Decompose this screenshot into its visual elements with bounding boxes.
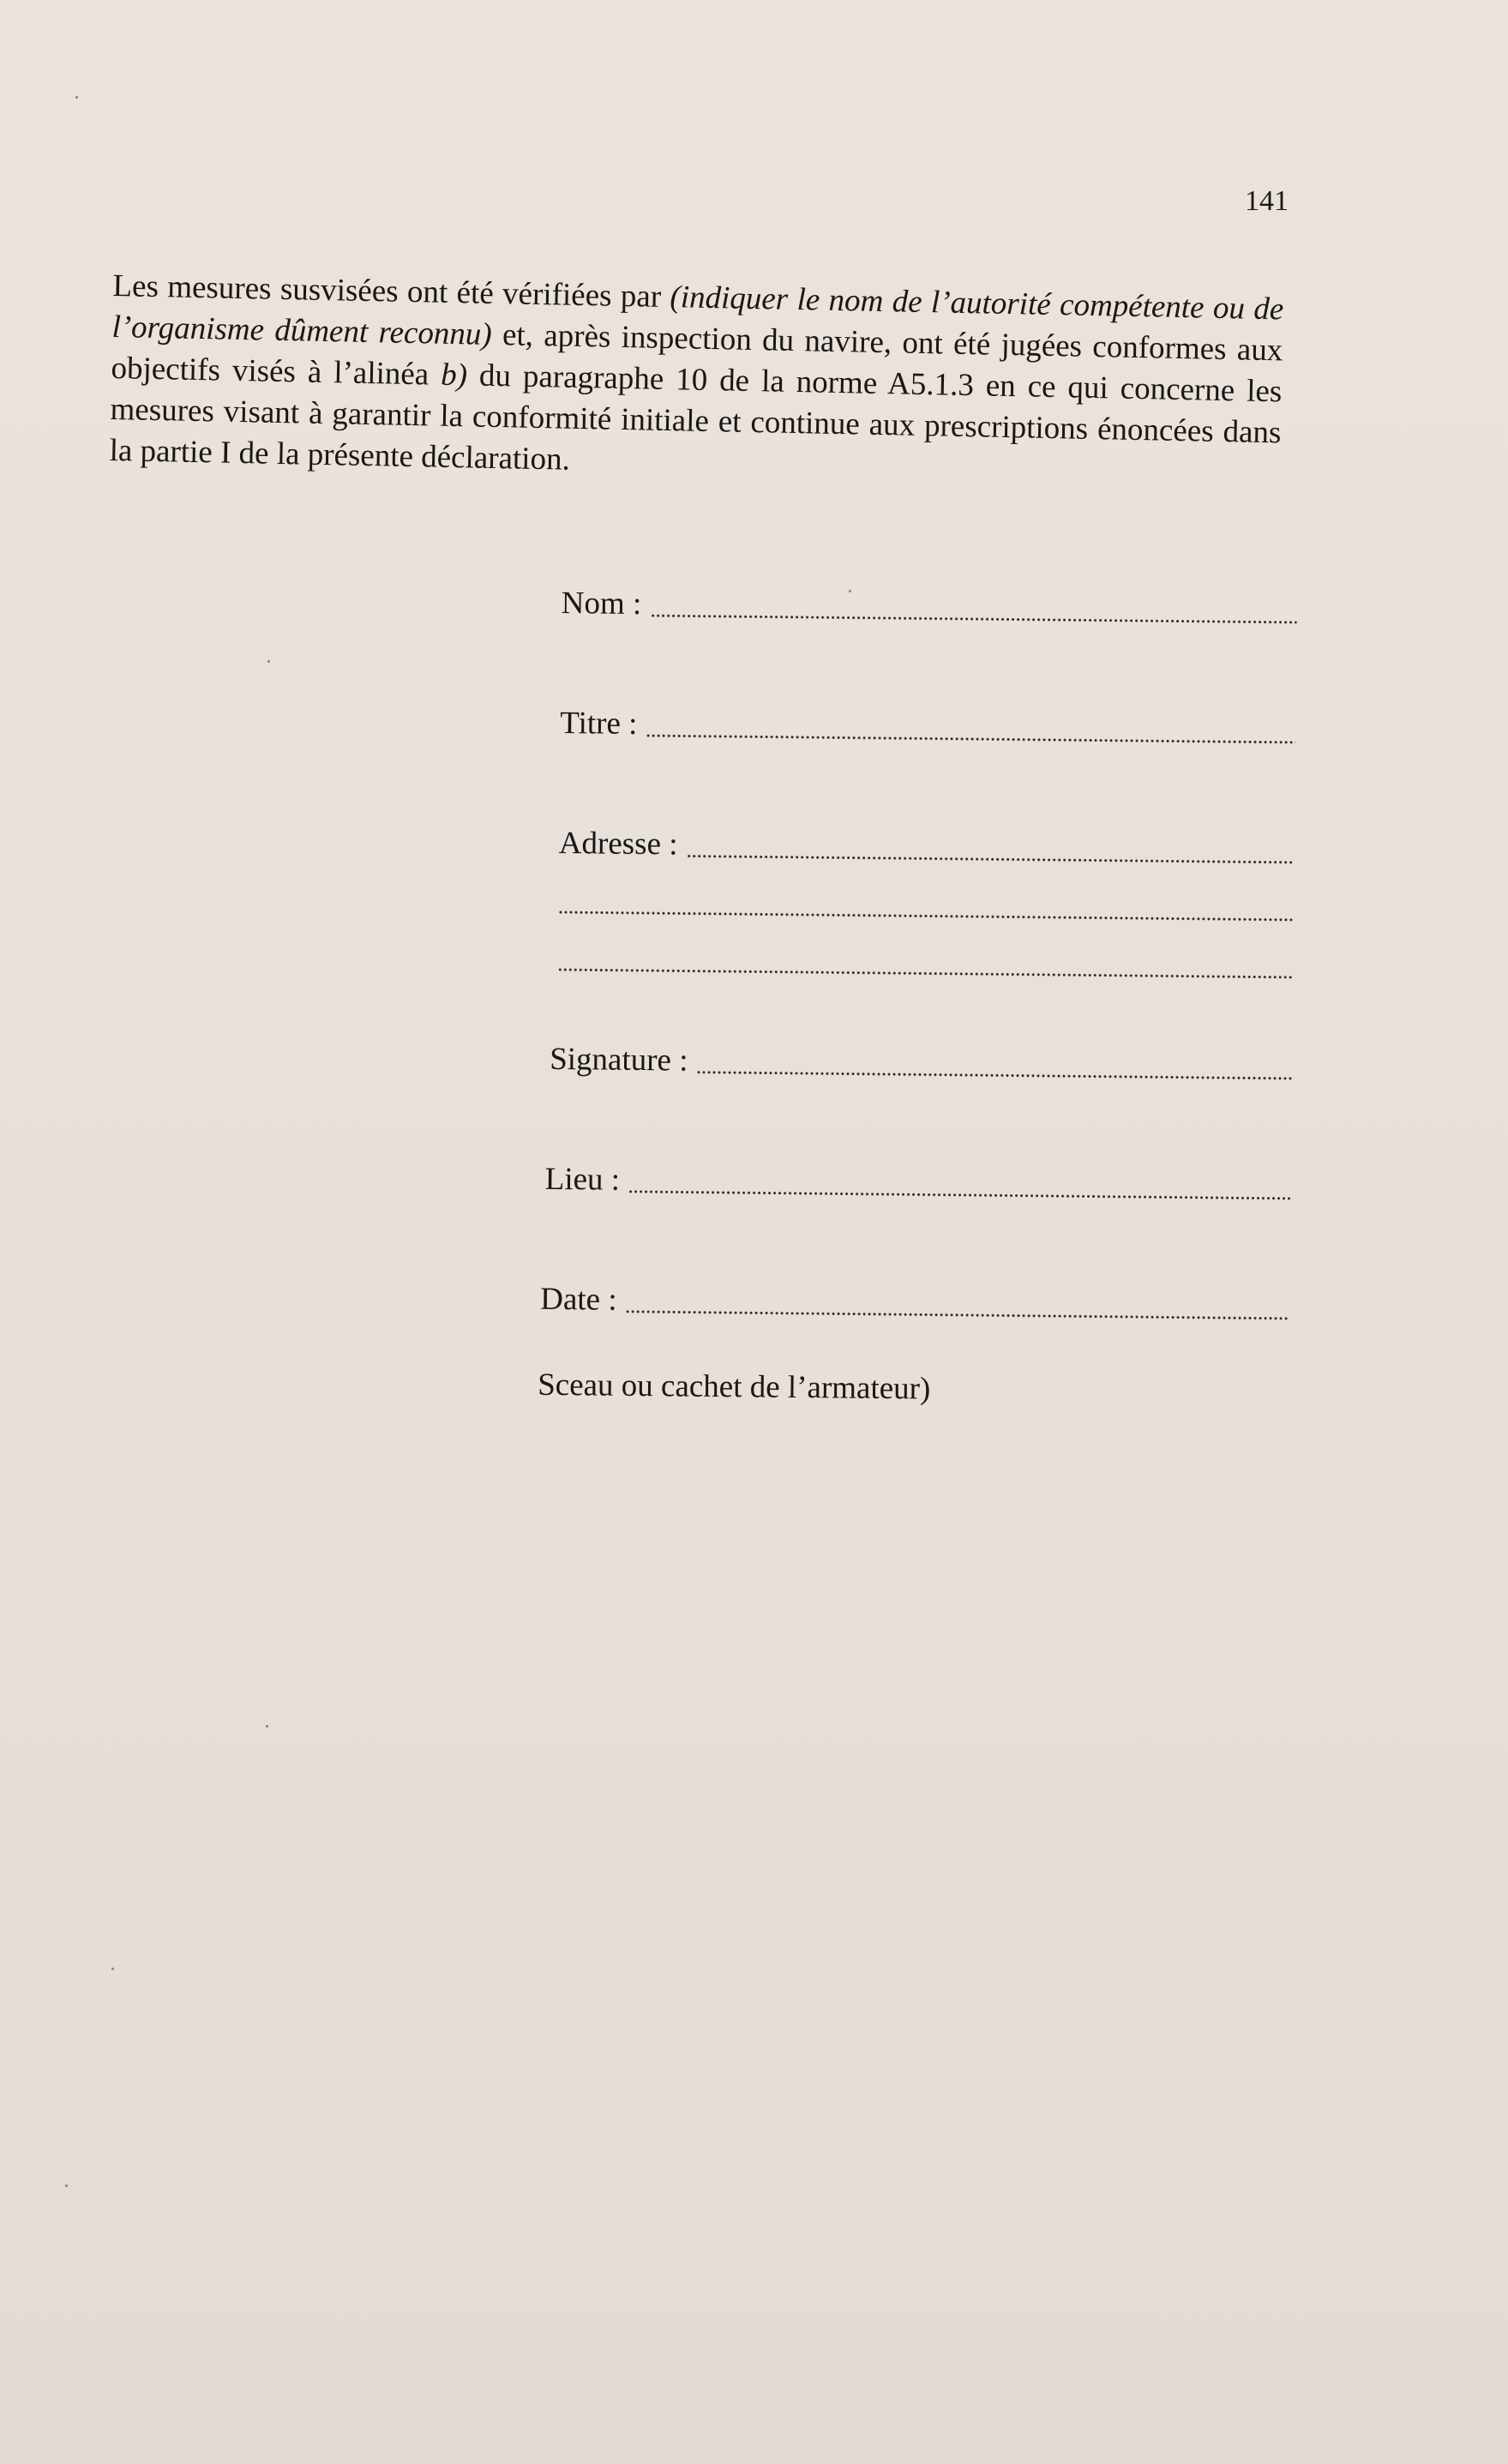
nom-dotted-line[interactable] bbox=[650, 614, 1296, 624]
seal-note: Sceau ou cachet de l’armateur) bbox=[537, 1367, 931, 1407]
paper-speck bbox=[267, 660, 270, 663]
adresse-dotted-line-3[interactable] bbox=[557, 968, 1293, 979]
verification-paragraph bbox=[109, 266, 1284, 495]
adresse-field-line-2[interactable] bbox=[558, 910, 1294, 929]
date-field[interactable] bbox=[540, 1279, 1289, 1328]
paragraph-italic-alinea: b) bbox=[440, 357, 468, 394]
adresse-dotted-line-2[interactable] bbox=[558, 910, 1294, 922]
titre-dotted-line[interactable] bbox=[646, 734, 1295, 744]
titre-label: Titre : bbox=[560, 705, 638, 742]
lieu-label: Lieu : bbox=[544, 1161, 621, 1198]
paragraph-text-2: et, après inspection du navire, ont été jugées conformes aux objectifs visés à l’alinéa bbox=[111, 316, 1283, 393]
nom-label: Nom : bbox=[561, 585, 642, 622]
date-label: Date : bbox=[540, 1281, 617, 1318]
signature-dotted-line[interactable] bbox=[696, 1071, 1292, 1080]
signature-label: Signature : bbox=[549, 1041, 688, 1079]
paper-speck bbox=[75, 96, 78, 99]
signature-field[interactable] bbox=[550, 1039, 1292, 1088]
paragraph-text-3: du paragraphe 10 de la norme A5.1.3 en ce qui concerne les mesures visant à garantir la conformité initiale et continue aux prescriptions énoncées dans la partie I de la présente déclaration. bbox=[109, 358, 1283, 478]
adresse-field-line-3[interactable] bbox=[557, 968, 1293, 987]
page-number: 141 bbox=[1245, 185, 1289, 217]
paragraph-italic-authority: (indiquer le nom de l’autorité compétente ou de l’organisme dûment reconnu) bbox=[111, 279, 1284, 352]
paper-speck bbox=[111, 1968, 114, 1970]
date-dotted-line[interactable] bbox=[625, 1310, 1289, 1320]
nom-field[interactable] bbox=[561, 583, 1296, 632]
paper-speck bbox=[849, 590, 851, 592]
lieu-dotted-line[interactable] bbox=[628, 1190, 1291, 1200]
adresse-field[interactable] bbox=[559, 823, 1295, 872]
adresse-dotted-line-1[interactable] bbox=[686, 855, 1294, 864]
paper-speck bbox=[266, 1725, 268, 1728]
paragraph-text-1: Les mesures susvisées ont été vérifiées par bbox=[112, 267, 670, 316]
lieu-field[interactable] bbox=[544, 1159, 1290, 1208]
signature-form bbox=[537, 583, 1297, 1414]
paper-speck bbox=[65, 2185, 68, 2187]
titre-field[interactable] bbox=[560, 703, 1295, 752]
adresse-label: Adresse : bbox=[558, 825, 678, 862]
